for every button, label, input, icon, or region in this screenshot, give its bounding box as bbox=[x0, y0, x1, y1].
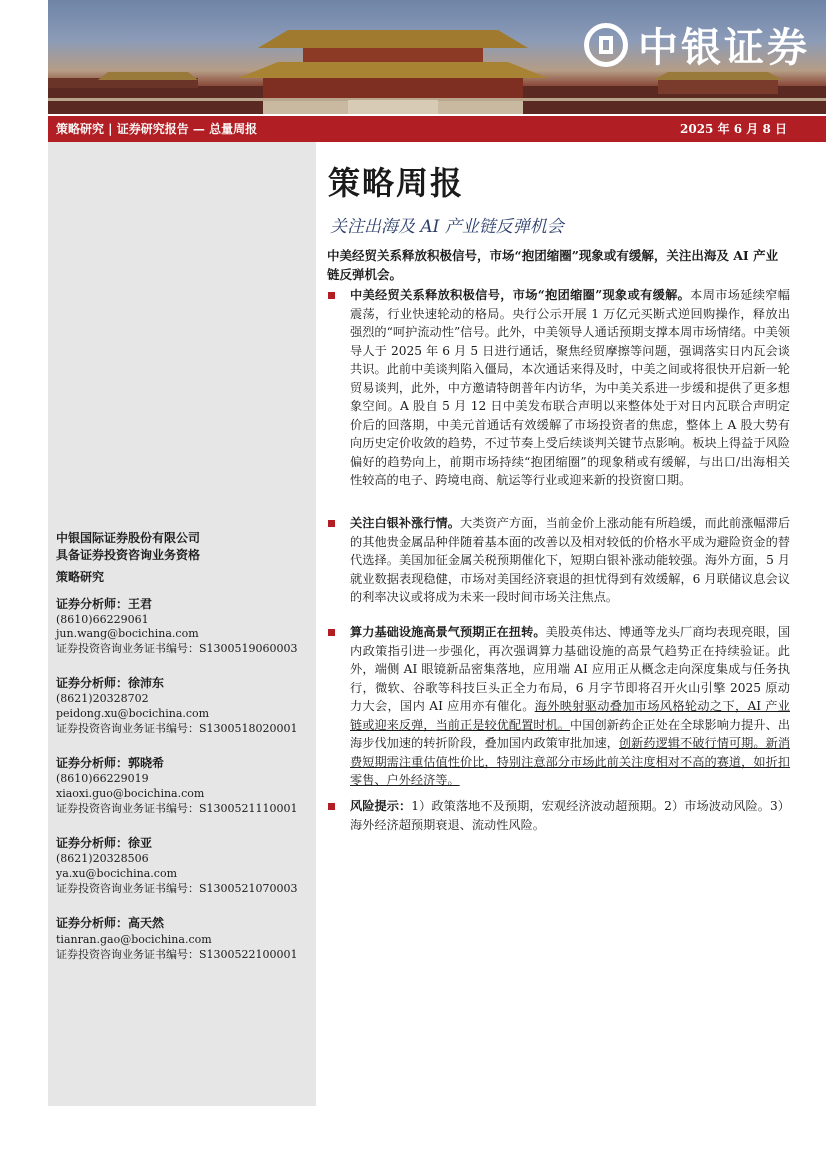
bullet-item bbox=[328, 286, 790, 490]
bullet-heading: 风险提示： bbox=[350, 799, 412, 813]
report-date: 2025 年 6 月 8 日 bbox=[680, 122, 787, 136]
bullet-heading: 中美经贸关系释放积极信号，市场“抱团缩圈”现象或有缓解。 bbox=[350, 288, 691, 302]
bullet-underlined-text: 海外映射驱动叠加市场风格轮动之下，AI 产业链或迎来反弹，当前正是较优配置时机。 bbox=[350, 699, 790, 732]
analyst-title: 证券分析师：徐沛东 bbox=[56, 676, 165, 690]
analyst-email[interactable]: tianran.gao@bocichina.com bbox=[56, 933, 212, 946]
bullet-body: 大类资产方面，当前金价上涨动能有所趋缓，而此前涨幅滞后的其他贵金属品种伴随着基本面的改善以及相对较低的价格水平成为避险资金的替代选择。美国加征金属关税预期催化下，短期白银补涨动能较强。海外方面，5 月就业数据表现稳健，市场对美国经济衰退的担忧得到有效缓解，6 月联储议息会议的利率决议或将成为未来一段时间市场关注焦点。 bbox=[350, 516, 791, 604]
header-banner bbox=[48, 0, 826, 114]
bullet-body: 1）政策落地不及预期，宏观经济波动超预期。2）市场波动风险。3）海外经济超预期衰退、流动性风险。 bbox=[350, 799, 790, 832]
logo-text: 中银证券 bbox=[638, 25, 810, 71]
bullet-item bbox=[328, 623, 790, 790]
analyst-title: 证券分析师：郭晓希 bbox=[56, 756, 165, 770]
report-title: 策略周报 bbox=[328, 164, 465, 202]
bullet-heading: 算力基础设施高景气预期正在扭转。 bbox=[350, 625, 546, 639]
bullet-item bbox=[328, 514, 790, 607]
analyst-email[interactable]: xiaoxi.guo@bocichina.com bbox=[56, 787, 205, 800]
company-qualification: 具备证券投资咨询业务资格 bbox=[56, 548, 201, 562]
analyst-phone: (8621)20328506 bbox=[56, 852, 149, 865]
bullet-text bbox=[350, 623, 790, 790]
category-bar bbox=[48, 116, 826, 142]
bullet-square-icon bbox=[328, 629, 335, 636]
bullet-heading: 关注白银补涨行情。 bbox=[350, 516, 461, 530]
company-name: 中银国际证券股份有限公司 bbox=[56, 531, 201, 545]
bullet-body: 美股英伟达、博通等龙头厂商均表现亮眼，国内政策指引进一步强化，再次强调算力基础设施的高景气趋势正在持续验证。此外，端侧 AI 眼镜新品密集落地，应用端 AI 应用正从概念走向深度集成与任务执行，微软、谷歌等科技巨头正全力布局，6 月字节即将召开火山引擎 2025 原动力大会，国内 AI 应用亦有催化。 bbox=[350, 625, 791, 713]
report-subtitle: 关注出海及 AI 产业链反弹机会 bbox=[330, 217, 564, 237]
bullet-square-icon bbox=[328, 803, 335, 810]
analyst-phone: (8610)66229061 bbox=[56, 613, 149, 626]
analyst-cert: 证券投资咨询业务证书编号：S1300521110001 bbox=[56, 802, 298, 815]
analyst-email[interactable]: ya.xu@bocichina.com bbox=[56, 867, 178, 880]
analyst-title: 证券分析师：王君 bbox=[56, 597, 153, 611]
brand-logo bbox=[584, 16, 810, 73]
analyst-title: 证券分析师：徐亚 bbox=[56, 836, 153, 850]
report-lead: 中美经贸关系释放积极信号，市场“抱团缩圈”现象或有缓解，关注出海及 AI 产业链反弹机会。 bbox=[327, 248, 779, 282]
analyst-cert: 证券投资咨询业务证书编号：S1300519060003 bbox=[56, 642, 298, 655]
bullet-text bbox=[350, 797, 790, 834]
bullet-square-icon bbox=[328, 520, 335, 527]
analyst-email[interactable]: peidong.xu@bocichina.com bbox=[56, 707, 210, 720]
analyst-cert: 证券投资咨询业务证书编号：S1300521070003 bbox=[56, 882, 298, 895]
bullet-text bbox=[350, 286, 790, 490]
report-category: 策略研究 | 证券研究报告 — 总量周报 bbox=[56, 122, 258, 136]
bullet-body: 本周市场延续窄幅震荡，行业快速轮动的格局。央行公示开展 1 万亿元买断式逆回购操作，释放出强烈的“呵护流动性”信号。此外，中美领导人通话预期支撑本周市场情绪。中美领导人于 2025 年 6 月 5 日进行通话，聚焦经贸摩擦等问题，强调落实日内瓦会谈共识。此前中美谈判陷入僵局，本次通话来得及时，中美之间或将很快开启新一轮贸易谈判，此外，中方邀请特朗普年内访华，为中美关系进一步缓和提供了更多想象空间。A 股自 5 月 12 日中美发布联合声明以来整体处于对日内瓦联合声明定价后的回落期，中美元首通话有效缓解了市场投资者的焦虑，整体上 A 股大势有向历史定价收敛的趋势，不过节奏上受后续谈判关键节点影响。板块上得益于风险偏好的趋势向上，前期市场持续“抱团缩圈”的现象稍或有缓解，与出口/出海相关性较高的电子、跨境电商、航运等行业或迎来新的投资窗口期。 bbox=[350, 288, 790, 487]
sidebar-section: 策略研究 bbox=[56, 570, 105, 584]
bullet-text bbox=[350, 514, 790, 607]
bullet-item bbox=[328, 797, 790, 834]
analyst-title: 证券分析师：高天然 bbox=[56, 916, 165, 930]
analyst-cert: 证券投资咨询业务证书编号：S1300518020001 bbox=[56, 722, 298, 735]
bullet-square-icon bbox=[328, 292, 335, 299]
analyst-email[interactable]: jun.wang@bocichina.com bbox=[56, 627, 199, 640]
bullet-underlined-text: 创新药逻辑不破行情可期。新消费短期需注重估值性价比，特别注意部分市场此前关注度相对不高的赛道，如折扣零售、户外经济等。 bbox=[350, 736, 791, 787]
analyst-phone: (8610)66229019 bbox=[56, 772, 149, 785]
boc-logo-icon bbox=[584, 23, 628, 67]
bullet-body: 中国创新药企正处在全球影响力提升、出海步伐加速的转折阶段，叠加国内政策审批加速， bbox=[350, 717, 791, 750]
analyst-cert: 证券投资咨询业务证书编号：S1300522100001 bbox=[56, 948, 298, 961]
analyst-phone: (8621)20328702 bbox=[56, 692, 149, 705]
